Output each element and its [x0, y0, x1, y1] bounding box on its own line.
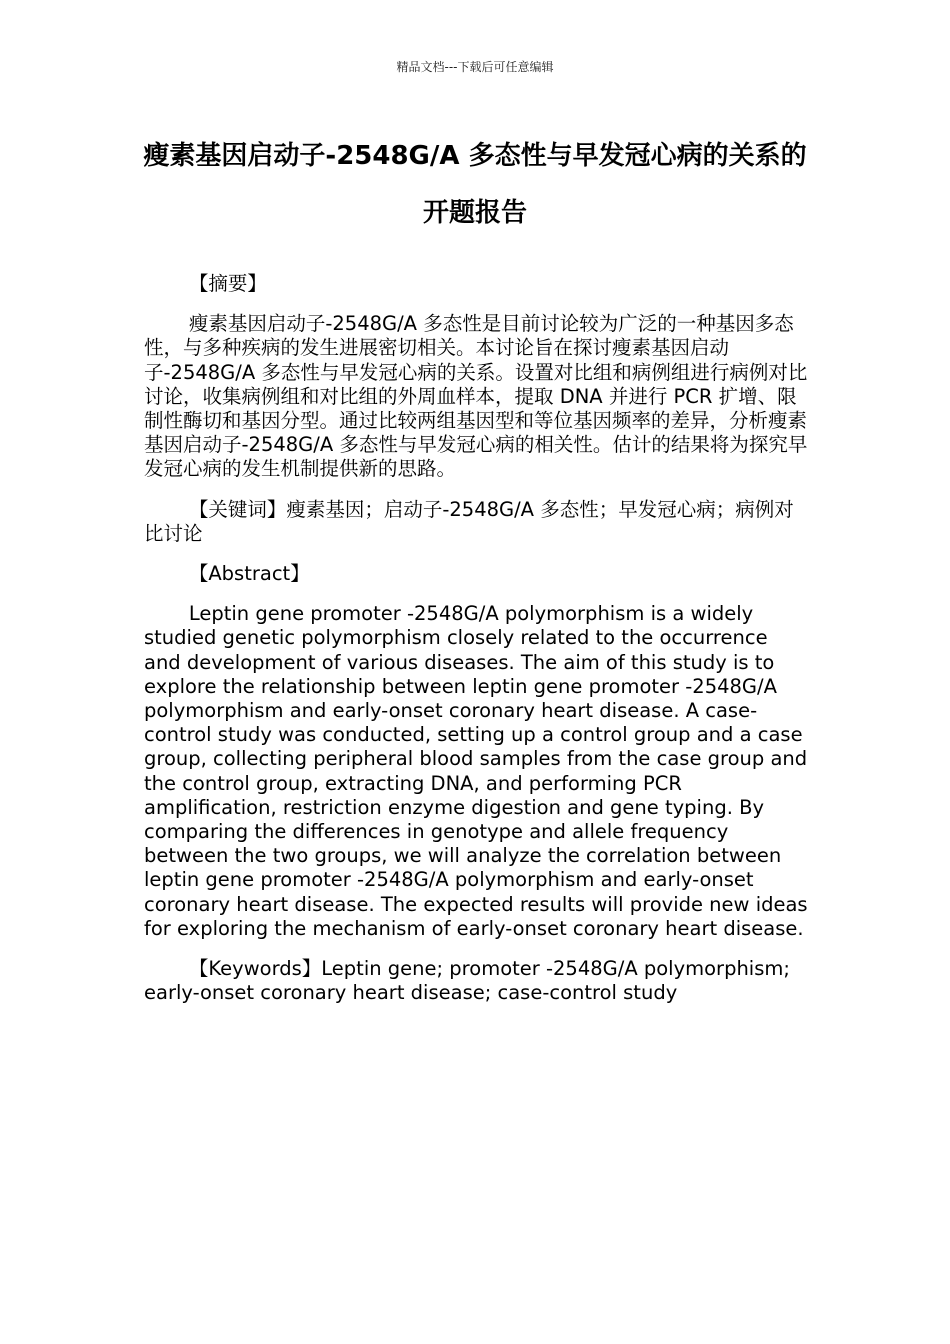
abstract-en-heading: 【Abstract】 — [188, 562, 310, 586]
abstract-paragraph: 瘦素基因启动子-2548G/A 多态性是目前讨论较为广泛的一种基因多态性，与多种疾病的发生进展密切相关。本讨论旨在探讨瘦素基因启动子-2548G/A 多态性与早发冠心病的关系。设置对比组和病例组进行病例对比讨论，收集病例组和对比组的外周血样本，提取 DNA 并进行 PCR 扩增、限制性酶切和基因分型。通过比较两组基因型和等位基因频率的差异，分析瘦素基因启动子-2548G/A 多态性与早发冠心病的相关性。估计的结果将为探究早发冠心病的发生机制提供新的思路。 — [144, 312, 808, 481]
header-note: 精品文档---下载后可任意编辑 — [396, 60, 554, 74]
keywords-cn: 【关键词】瘦素基因；启动子-2548G/A 多态性；早发冠心病；病例对比讨论 — [144, 497, 794, 545]
keywords-en: 【Keywords】Leptin gene; promoter -2548G/A polymorphism; early-onset coronary heart disease; case-control study — [144, 957, 790, 1005]
abstract-en-paragraph: Leptin gene promoter -2548G/A polymorphism is a widely studied genetic polymorphism closely related to the occurrence and development of various diseases. The aim of this study is to explore the relationship between leptin gene promoter -2548G/A polymorphism and early-onset coronary heart disease. A case-control study was conducted, setting up a control group and a case group, collecting peripheral blood samples from the case group and the control group, extracting DNA, and performing PCR amplification, restriction enzyme digestion and gene typing. By comparing the differences in genotype and allele frequency between the two groups, we will analyze the correlation between leptin gene promoter -2548G/A polymorphism and early-onset coronary heart disease. The expected results will provide new ideas for exploring the mechanism of early-onset coronary heart disease. — [144, 602, 808, 940]
abstract-heading: 【摘要】 — [188, 272, 267, 295]
document-body — [144, 272, 808, 1021]
document-title: 瘦素基因启动子-2548G/A 多态性与早发冠心病的关系的开题报告 — [143, 141, 807, 228]
